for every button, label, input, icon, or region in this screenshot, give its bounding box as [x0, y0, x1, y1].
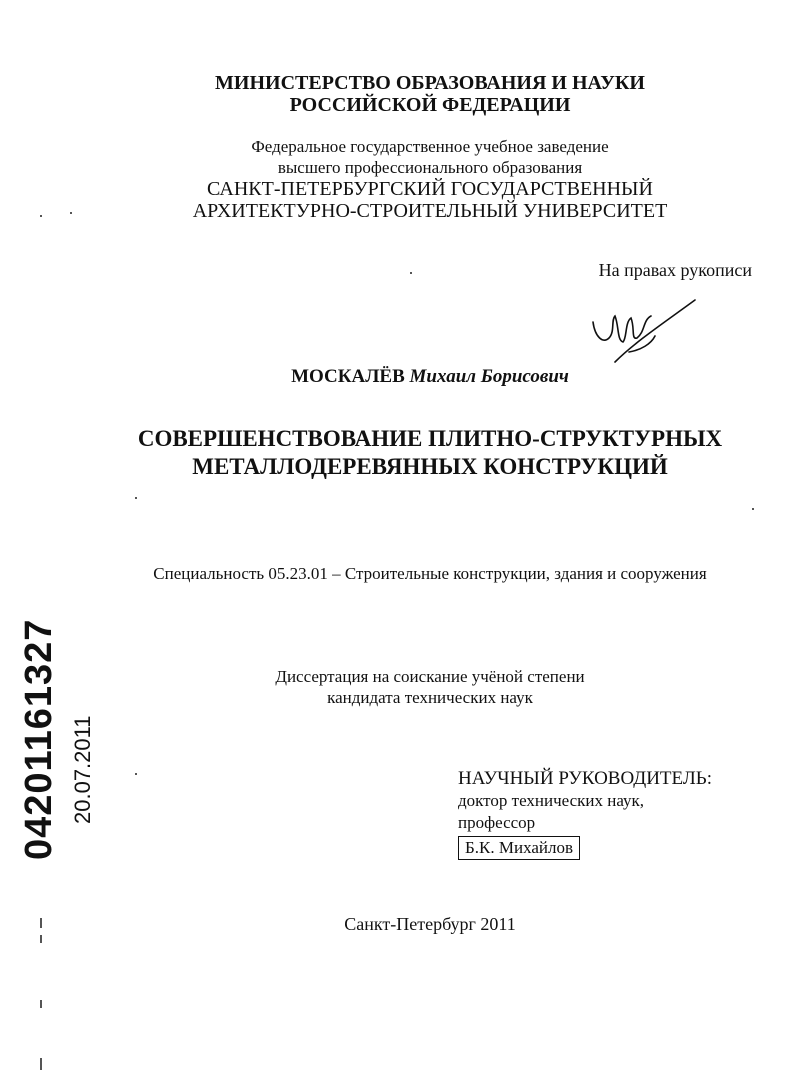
scan-speck	[410, 272, 412, 274]
specialty-line: Специальность 05.23.01 – Строительные конструкции, здания и сооружения	[153, 564, 707, 583]
ministry-heading	[60, 72, 792, 116]
degree-line-1: Диссертация на соискание учёной степени	[275, 667, 585, 686]
degree-statement	[60, 666, 792, 708]
ministry-line-1: МИНИСТЕРСТВО ОБРАЗОВАНИЯ И НАУКИ	[215, 72, 645, 94]
institution-line-4: АРХИТЕКТУРНО-СТРОИТЕЛЬНЫЙ УНИВЕРСИТЕТ	[192, 200, 668, 222]
institution-line-3: САНКТ-ПЕТЕРБУРГСКИЙ ГОСУДАРСТВЕННЫЙ	[207, 178, 653, 200]
supervisor-heading: НАУЧНЫЙ РУКОВОДИТЕЛЬ:	[458, 768, 712, 789]
ministry-line-2: РОССИЙСКОЙ ФЕДЕРАЦИИ	[289, 94, 571, 116]
institution-line-1: Федеральное государственное учебное заведение	[251, 137, 609, 156]
scan-speck	[40, 918, 42, 928]
scan-speck	[40, 935, 42, 943]
supervisor-block	[458, 768, 712, 860]
supervisor-rank: профессор	[458, 813, 536, 832]
institution-block	[60, 136, 792, 222]
scan-speck	[70, 212, 72, 214]
supervisor-degree: доктор технических наук,	[458, 791, 645, 810]
scan-speck	[135, 773, 137, 775]
title-line-2: МЕТАЛЛОДЕРЕВЯННЫХ КОНСТРУКЦИЙ	[192, 454, 668, 479]
title-line-1: СОВЕРШЕНСТВОВАНИЕ ПЛИТНО-СТРУКТУРНЫХ	[137, 426, 723, 451]
scan-speck	[752, 508, 754, 510]
author-given-names: Михаил Борисович	[409, 366, 569, 387]
scan-speck	[40, 1058, 42, 1070]
rights-note: На правах рукописи	[598, 260, 752, 280]
library-stamp-date: 20.07.2011	[70, 715, 95, 824]
degree-line-2: кандидата технических наук	[327, 688, 533, 707]
city-year: Санкт-Петербург 2011	[344, 914, 516, 934]
scan-speck	[135, 497, 137, 499]
scan-speck	[40, 1000, 42, 1008]
institution-line-2: высшего профессионального образования	[277, 158, 583, 177]
signature-mark	[585, 292, 705, 372]
author-name	[60, 366, 792, 388]
library-stamp-code: 04201161327	[18, 618, 60, 860]
supervisor-name: Б.К. Михайлов	[458, 836, 580, 860]
author-surname: МОСКАЛЁВ	[291, 366, 405, 387]
library-stamp	[18, 618, 95, 860]
dissertation-title	[60, 425, 792, 481]
scan-speck	[40, 215, 42, 217]
